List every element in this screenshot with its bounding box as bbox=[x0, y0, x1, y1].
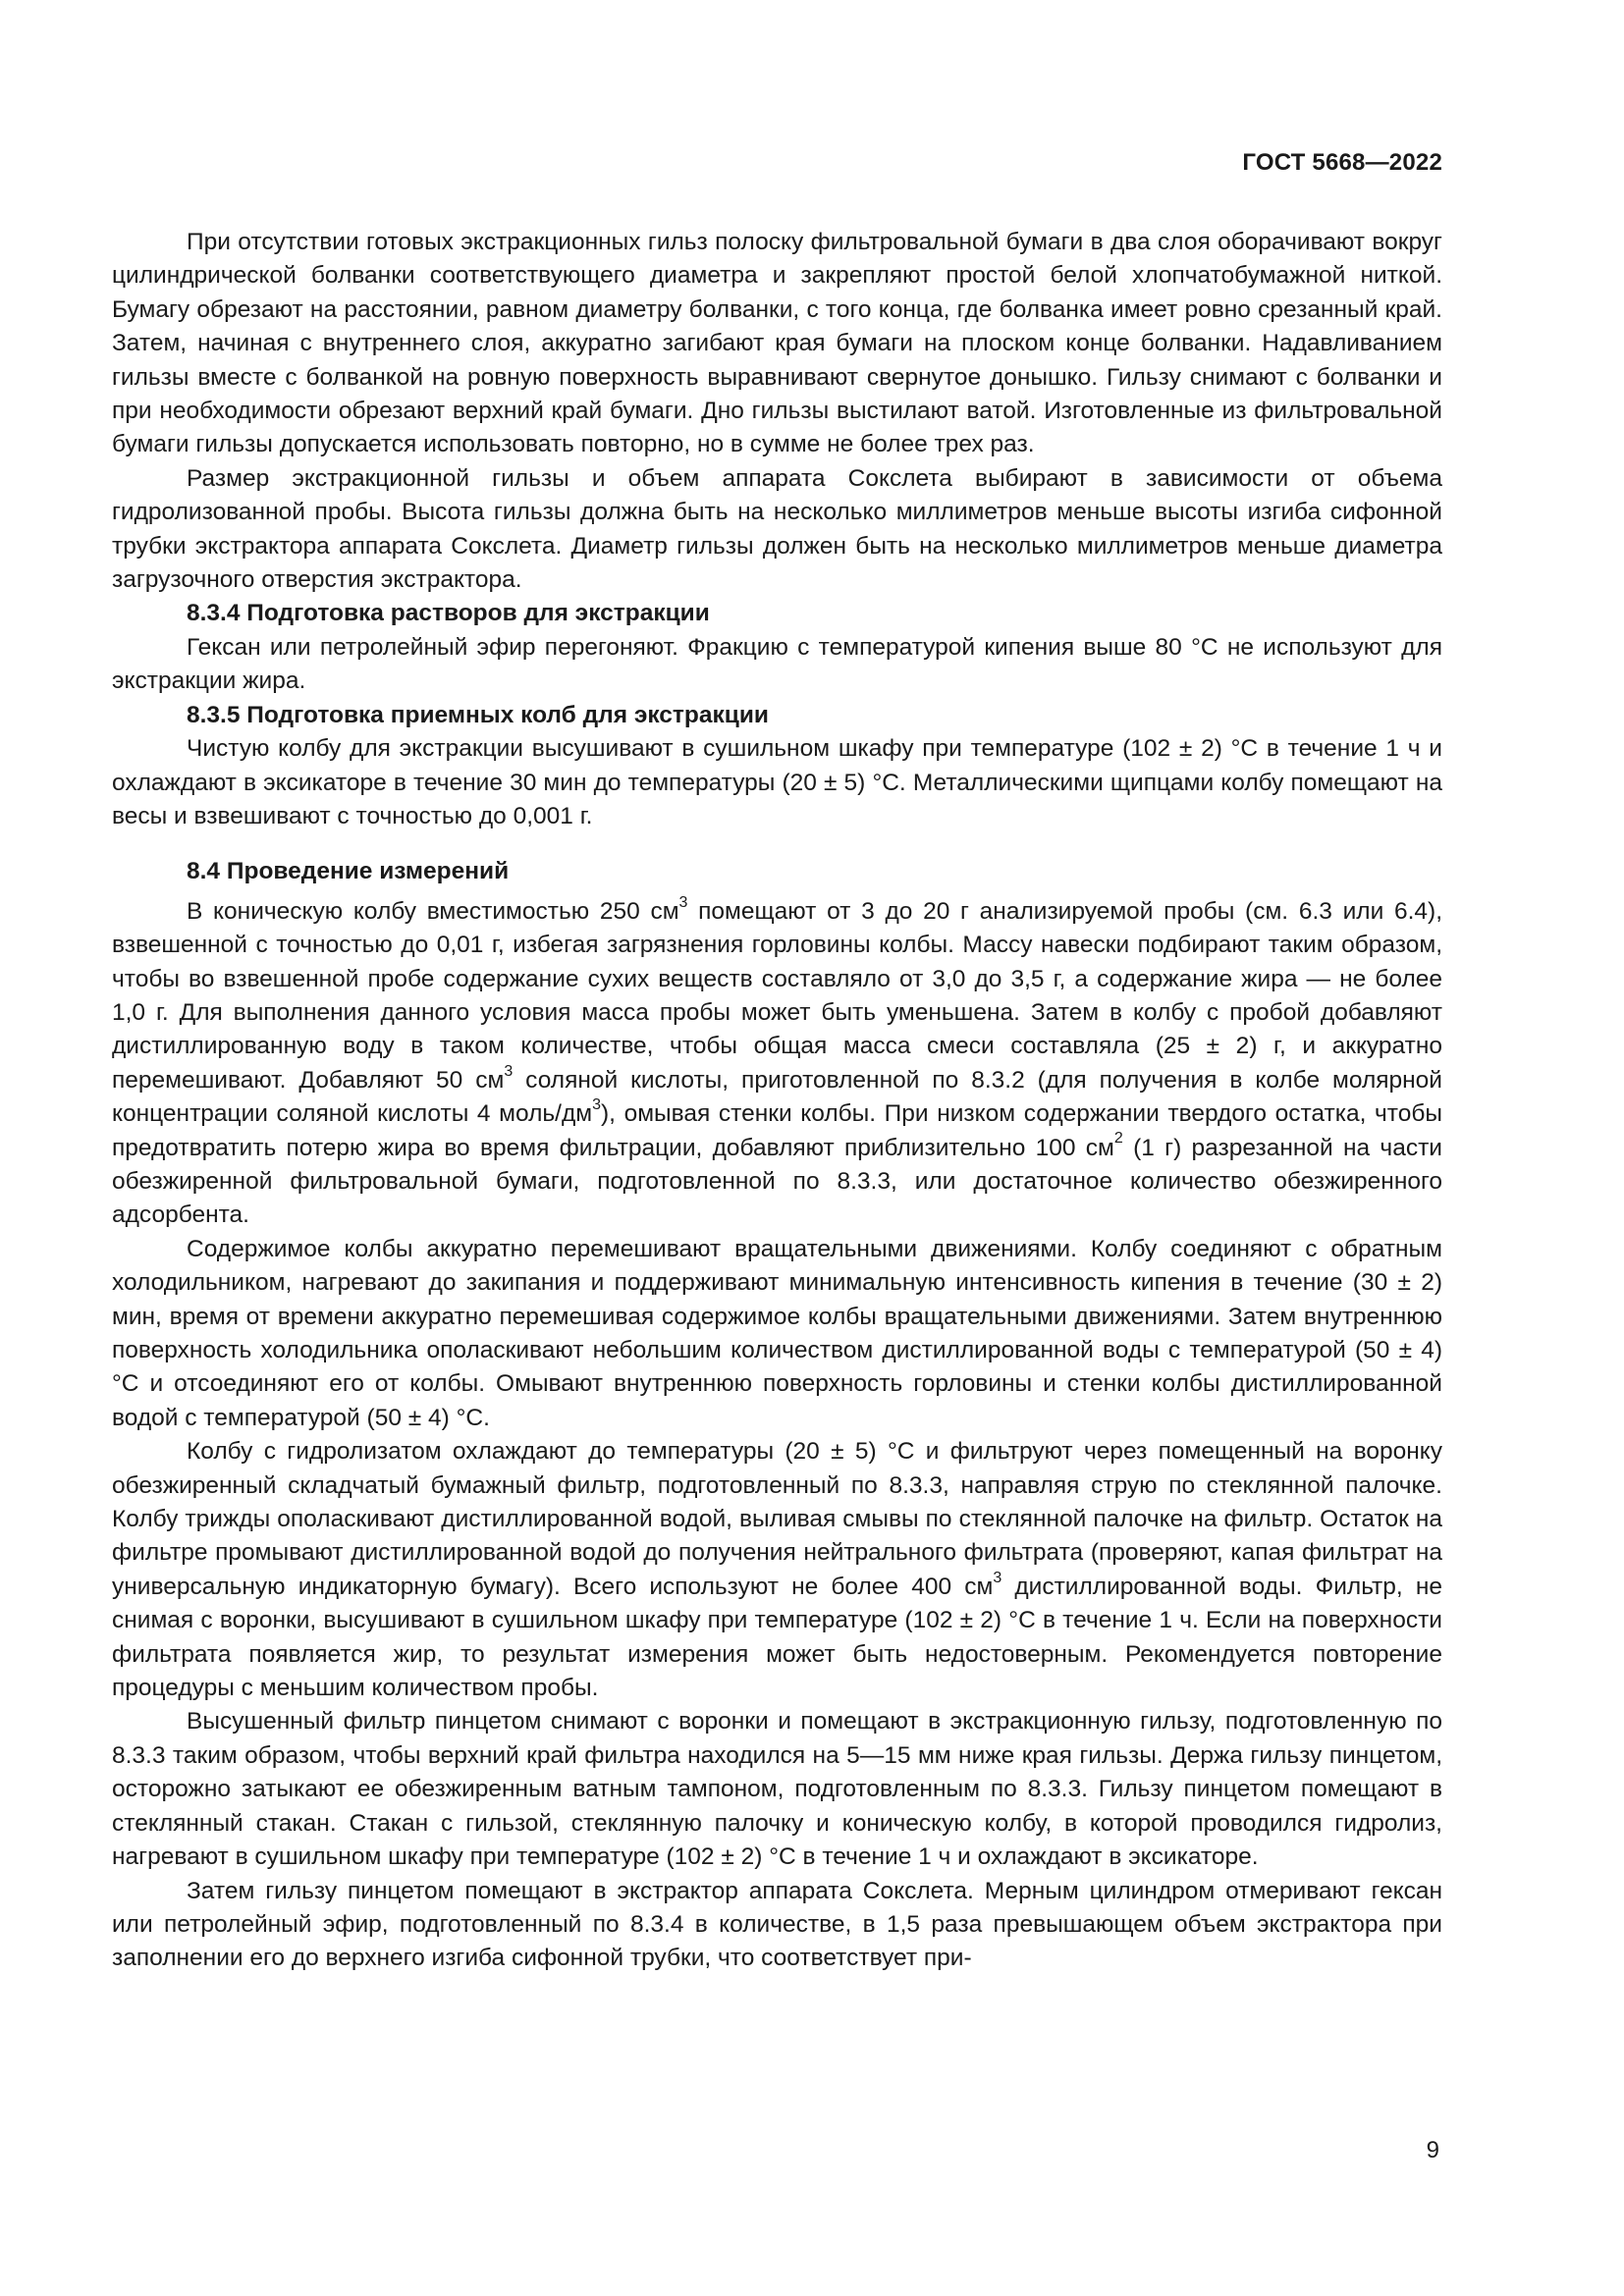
text-run: В коническую колбу вместимостью 250 см bbox=[187, 897, 679, 925]
paragraph: Высушенный фильтр пинцетом снимают с воронки и помещают в экстракционную гильзу, подготовленную по 8.3.3 таким образом, чтобы верхний край фильтра находился на 5—15 мм ниже края гильзы. Держа гильзу пинцетом, осторожно затыкают ее обезжиренным ватным тампоном, подготовленным по 8.3.3. Гильзу пинцетом помещают в стеклянный стакан. Стакан с гильзой, стеклянную палочку и коническую колбу, в которой проводился гидролиз, нагревают в сушильном шкафу при температуре (102 ± 2) °С в течение 1 ч и охлаждают в эксикаторе. bbox=[112, 1708, 1442, 1871]
text-run: помещают от 3 до 20 г анализируемой пробы (см. 6.3 или 6.4), взвешенной с точностью до 0,01 г, избегая загрязнения горловины колбы. Массу навески подбирают таким образом, чтобы во взвешенной пробе содержание сухих веществ составляло от 3,0 до 3,5 г, а содержание жира — не более 1,0 г. Для выполнения данного условия масса пробы может быть уменьшена. Затем в колбу с пробой добавляют дистиллированную воду в таком количестве, чтобы общая масса смеси составляла (25 ± 2) г, и аккуратно перемешивают. Добавляют 50 см bbox=[112, 897, 1443, 1094]
superscript: 3 bbox=[504, 1062, 514, 1080]
superscript: 3 bbox=[592, 1096, 601, 1113]
text-run: Колбу с гидролизатом охлаждают до температуры (20 ± 5) °С и фильтруют через помещенный на воронку обезжиренный складчатый бумажный фильтр, подготовленный по 8.3.3, направляя струю по стеклянной палочке. Колбу трижды ополаскивают дистиллированной водой, выливая смывы по стеклянной палочке на фильтр. Остаток на фильтре промывают дистиллированной водой до получения нейтрального фильтрата (проверяют, капая фильтрат на универсальную индикаторную бумагу). Всего используют не более 400 см bbox=[112, 1438, 1442, 1600]
paragraph: Гексан или петролейный эфир перегоняют. Фракцию с температурой кипения выше 80 °С не используют для экстракции жира. bbox=[112, 633, 1442, 695]
section-heading-8-4: 8.4 Проведение измерений bbox=[187, 858, 510, 885]
paragraph bbox=[112, 895, 1442, 1233]
document-body bbox=[112, 226, 1442, 1976]
text-run: соляной кислоты, приготовленной по 8.3.2 (для получения в колбе молярной концентрации соляной кислоты 4 моль/дм bbox=[112, 1066, 1442, 1128]
text-run: ), омывая стенки колбы. При низком содержании твердого остатка, чтобы предотвратить потерю жира во время фильтрации, добавляют приблизительно 100 см bbox=[112, 1100, 1443, 1161]
paragraph bbox=[112, 1435, 1442, 1705]
superscript: 3 bbox=[678, 893, 688, 911]
document-id-header: ГОСТ 5668—2022 bbox=[1242, 149, 1442, 176]
paragraph: Затем гильзу пинцетом помещают в экстрактор аппарата Сокслета. Мерным цилиндром отмеривают гексан или петролейный эфир, подготовленный по 8.3.4 в количестве, в 1,5 раза превышающем объем экстрактора при заполнении его до верхнего изгиба сифонной трубки, что соответствует при- bbox=[112, 1877, 1442, 1972]
paragraph: Чистую колбу для экстракции высушивают в сушильном шкафу при температуре (102 ± 2) °С в течение 1 ч и охлаждают в эксикаторе в течение 30 мин до температуры (20 ± 5) °С. Металлическими щипцами колбу помещают на весы и взвешивают с точностью до 0,001 г. bbox=[112, 735, 1442, 829]
superscript: 3 bbox=[993, 1569, 1002, 1586]
text-run: дистиллированной воды. Фильтр, не снимая с воронки, высушивают в сушильном шкафу при температуре (102 ± 2) °С в течение 1 ч. Если на поверхности фильтрата появляется жир, то результат измерения может быть недостоверным. Рекомендуется повторение процедуры с меньшим количеством пробы. bbox=[112, 1573, 1442, 1702]
section-heading-8-3-4: 8.3.4 Подготовка растворов для экстракции bbox=[187, 600, 710, 627]
paragraph: Размер экстракционной гильзы и объем аппарата Сокслета выбирают в зависимости от объема гидролизованной пробы. Высота гильзы должна быть на несколько миллиметров меньше высоты изгиба сифонной трубки экстрактора аппарата Сокслета. Диаметр гильзы должен быть на несколько миллиметров меньше диаметра загрузочного отверстия экстрактора. bbox=[112, 464, 1442, 594]
text-run: (1 г) разрезанной на части обезжиренной фильтровальной бумаги, подготовленной по 8.3.3, или достаточное количество обезжиренного адсорбента. bbox=[112, 1134, 1442, 1229]
paragraph: Содержимое колбы аккуратно перемешивают вращательными движениями. Колбу соединяют с обратным холодильником, нагревают до закипания и поддерживают минимальную интенсивность кипения в течение (30 ± 2) мин, время от времени аккуратно перемешивая содержимое колбы вращательными движениями. Затем внутреннюю поверхность холодильника ополаскивают небольшим количеством дистиллированной воды с температурой (50 ± 4) °С и отсоединяют его от колбы. Омывают внутреннюю поверхность горловины и стенки колбы дистиллированной водой с температурой (50 ± 4) °С. bbox=[112, 1235, 1442, 1431]
paragraph: При отсутствии готовых экстракционных гильз полоску фильтровальной бумаги в два слоя оборачивают вокруг цилиндрической болванки соответствующего диаметра и закрепляют простой белой хлопчатобумажной ниткой. Бумагу обрезают на расстоянии, равном диаметру болванки, с того конца, где болванка имеет ровно срезанный край. Затем, начиная с внутреннего слоя, аккуратно загибают края бумаги на плоском конце болванки. Надавливанием гильзы вместе с болванкой на ровную поверхность выравнивают свернутое донышко. Гильзу снимают с болванки и при необходимости обрезают верхний край бумаги. Дно гильзы выстилают ватой. Изготовленные из фильтровальной бумаги гильзы допускается использовать повторно, но в сумме не более трех раз. bbox=[112, 229, 1442, 458]
superscript: 2 bbox=[1113, 1130, 1123, 1148]
section-heading-8-3-5: 8.3.5 Подготовка приемных колб для экстракции bbox=[187, 701, 769, 728]
page-number: 9 bbox=[1426, 2137, 1439, 2163]
